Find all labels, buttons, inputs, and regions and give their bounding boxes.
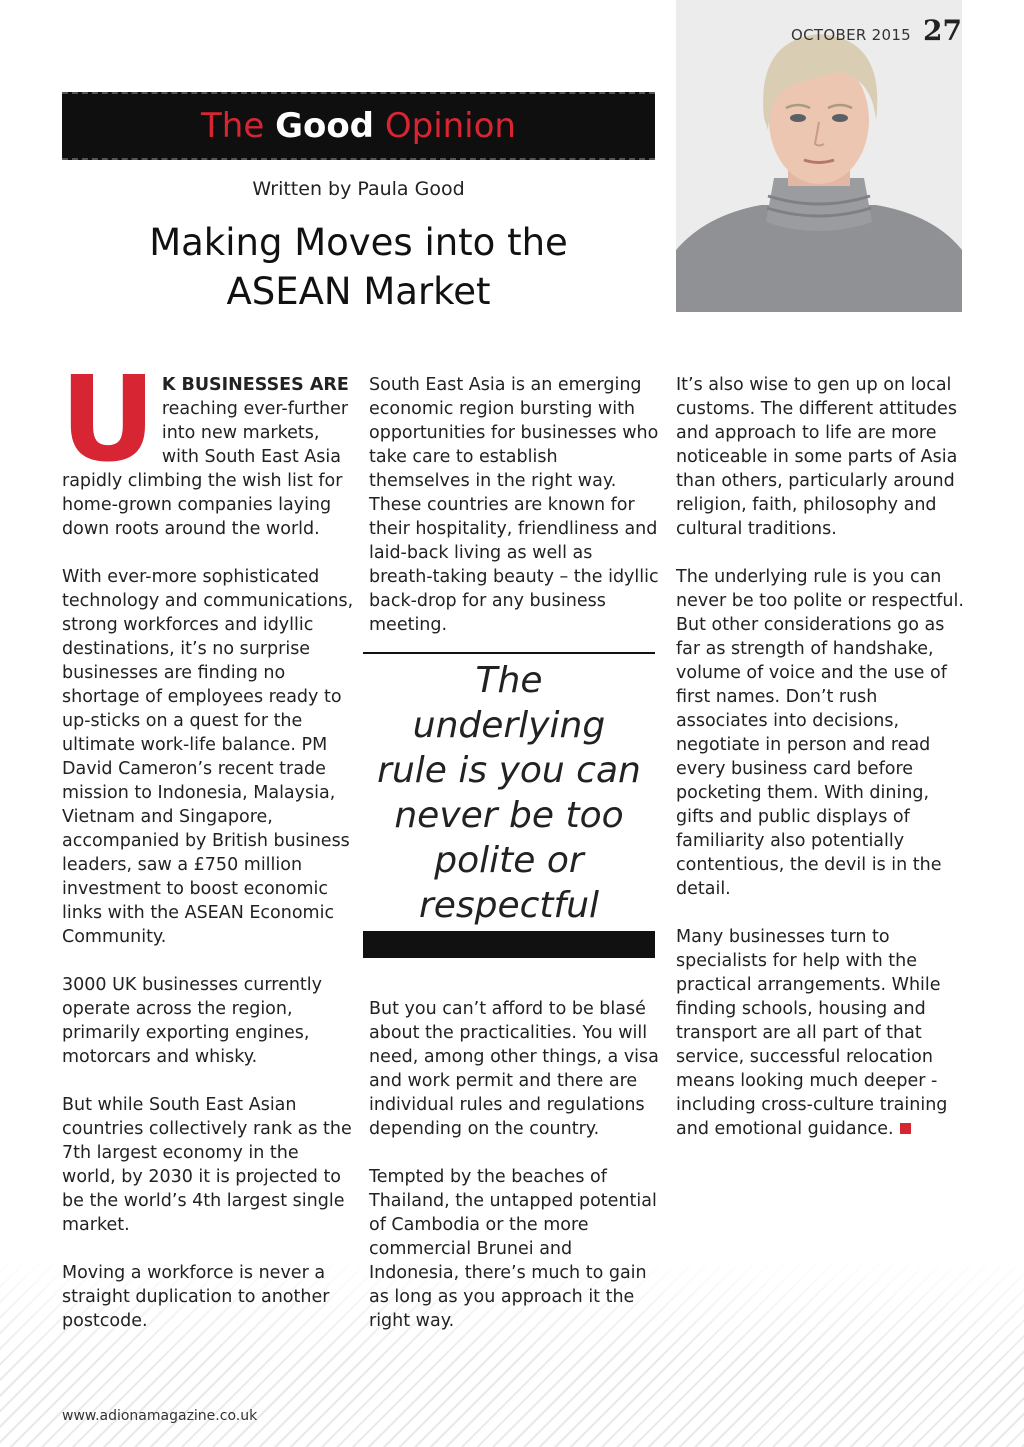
banner-word-the: The: [201, 106, 265, 146]
byline: Written by Paula Good: [252, 178, 465, 200]
drop-cap: U: [60, 350, 156, 488]
paragraph: South East Asia is an emerging economic region bursting with opportunities for businesses who take care to establish themselves in the right way. These countries are known for their hospitality, friendliness and laid-back living as well as breath-taking beauty – the idyllic back-drop for any business meeting.: [369, 375, 659, 635]
page-number: 27: [923, 14, 962, 47]
banner-word-opinion: Opinion: [384, 106, 516, 146]
article-column-2-top: [369, 373, 659, 661]
article-column-3: [676, 373, 968, 1165]
lead-in-caps: K BUSINESSES ARE: [161, 375, 349, 395]
title-line-2: ASEAN Market: [226, 270, 491, 313]
paragraph: [60, 350, 354, 541]
paragraph: With ever-more sophisticated technology and communications, strong workforces and idyllic destinations, it’s no surprise businesses are finding no shortage of employees ready to up-sticks on a quest for the ultimate work-life balance. PM David Cameron’s recent trade mission to Indonesia, Malaysia, Vietnam and Singapore, accompanied by British business leaders, saw a £750 million investment to boost economic links with the ASEAN Economic Community.: [62, 567, 354, 947]
paragraph: But you can’t afford to be blasé about the practicalities. You will need, among other things, a visa and work permit and there are individual rules and regulations depending on the country.: [369, 999, 659, 1139]
paragraph: [676, 925, 968, 1141]
paragraph: But while South East Asian countries collectively rank as the 7th largest economy in the world, by 2030 it is projected to be the world’s 4th largest single market.: [62, 1095, 352, 1235]
paragraph: The underlying rule is you can never be too polite or respectful. But other considerations go as far as strength of handshake, volume of voice and the use of first names. Don’t rush associates into decisions, negotiate in person and read every business card before pocketing them. With dining, gifts and public displays of familiarity also potentially contentious, the devil is in the detail.: [676, 567, 964, 899]
section-banner: [62, 92, 655, 160]
issue-date: OCTOBER 2015: [791, 26, 912, 44]
paragraph-text: reaching ever-further into new markets, with South East Asia rapidly climbing the wish list for home-grown companies laying down roots around the world.: [62, 399, 349, 539]
article-column-2-bottom: [369, 997, 659, 1357]
end-mark-icon: [900, 1123, 911, 1134]
paragraph: It’s also wise to gen up on local customs. The different attitudes and approach to life are more noticeable in some parts of Asia than others, particularly around religion, faith, philosophy and cultural traditions.: [676, 375, 958, 539]
banner-word-good: Good: [275, 106, 375, 146]
article-column-1: [60, 350, 354, 1357]
title-line-1: Making Moves into the: [149, 221, 568, 264]
article-title: [62, 218, 655, 316]
page-header: [791, 14, 962, 47]
pull-quote: The underlying rule is you can never be too polite or respectful: [363, 652, 655, 958]
paragraph: 3000 UK businesses currently operate across the region, primarily exporting engines, motorcars and whisky.: [62, 975, 323, 1067]
paragraph-text: Many businesses turn to specialists for help with the practical arrangements. While finding schools, housing and transport are all part of that service, successful relocation means looking much deeper - including cross-culture training and emotional guidance.: [676, 927, 948, 1139]
paragraph: Tempted by the beaches of Thailand, the untapped potential of Cambodia or the more commercial Brunei and Indonesia, there’s much to gain as long as you approach it the right way.: [369, 1167, 657, 1331]
paragraph: Moving a workforce is never a straight duplication to another postcode.: [62, 1263, 330, 1331]
footer-url[interactable]: www.adionamagazine.co.uk: [62, 1408, 258, 1424]
